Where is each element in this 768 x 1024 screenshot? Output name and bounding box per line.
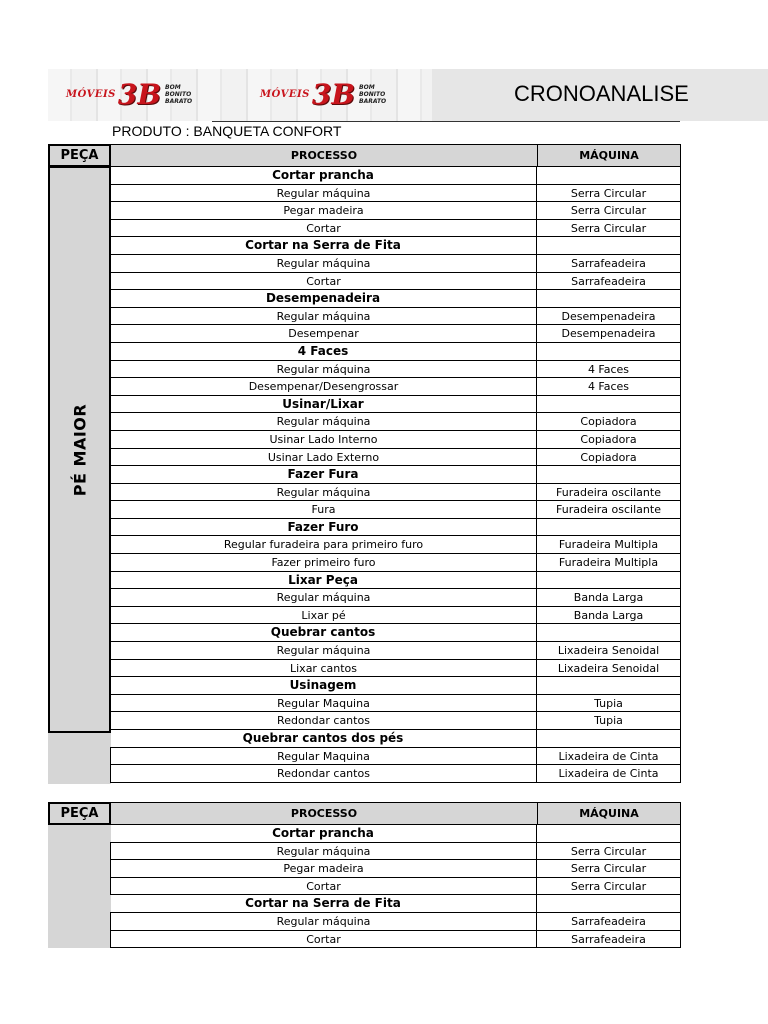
- machine-cell: Lixadeira de Cinta: [537, 765, 681, 782]
- machine-cell: Furadeira oscilante: [537, 501, 681, 518]
- group-row: [110, 237, 681, 255]
- table-row: [110, 325, 681, 343]
- process-cell: Pegar madeira: [110, 202, 537, 219]
- machine-cell: Lixadeira Senoidal: [537, 642, 681, 659]
- table-row: [110, 589, 681, 607]
- table-row: [110, 255, 681, 273]
- process-cell: Regular máquina: [110, 255, 537, 272]
- machine-cell: [536, 572, 681, 589]
- table-row: [110, 501, 681, 519]
- slogan-line: BONITO: [165, 90, 192, 98]
- process-cell: Regular máquina: [110, 185, 537, 202]
- process-cell: Cortar: [110, 931, 537, 948]
- process-cell: 4 Faces: [110, 343, 537, 360]
- machine-cell: Banda Larga: [537, 589, 681, 606]
- table-row: [110, 642, 681, 660]
- machine-cell: 4 Faces: [537, 378, 681, 395]
- logo-mark: 3B: [311, 77, 356, 111]
- table-row: [110, 765, 681, 783]
- process-table-2: [48, 802, 682, 950]
- process-cell: Cortar prancha: [110, 167, 537, 184]
- process-cell: Regular máquina: [110, 308, 537, 325]
- process-cell: Quebrar cantos dos pés: [110, 730, 537, 747]
- process-cell: Regular máquina: [110, 913, 537, 930]
- table-row: [110, 484, 681, 502]
- machine-cell: Serra Circular: [537, 878, 681, 895]
- machine-cell: Serra Circular: [537, 202, 681, 219]
- machine-cell: [536, 237, 681, 254]
- table-row: [110, 554, 681, 572]
- machine-cell: 4 Faces: [537, 361, 681, 378]
- process-cell: Regular máquina: [110, 843, 537, 860]
- process-cell: Usinar Lado Interno: [110, 431, 537, 448]
- machine-cell: Copiadora: [537, 413, 681, 430]
- process-cell: Regular máquina: [110, 589, 537, 606]
- table-row: [110, 308, 681, 326]
- piece-label-cell: [48, 166, 111, 733]
- machine-cell: Serra Circular: [537, 843, 681, 860]
- machine-cell: Sarrafeadeira: [537, 255, 681, 272]
- logo-mark: 3B: [117, 77, 162, 111]
- logo-brand: MÓVEIS: [66, 88, 116, 100]
- machine-cell: Tupia: [537, 712, 681, 729]
- process-cell: Usinar Lado Externo: [110, 449, 537, 466]
- piece-label: PÉ MAIOR: [70, 403, 89, 496]
- group-row: [110, 466, 681, 484]
- process-cell: Regular furadeira para primeiro furo: [110, 536, 537, 553]
- process-cell: Cortar na Serra de Fita: [110, 237, 537, 254]
- machine-cell: Lixadeira Senoidal: [537, 660, 681, 677]
- slogan-line: BARATO: [359, 97, 387, 105]
- group-row: [110, 677, 681, 695]
- machine-cell: [536, 466, 681, 483]
- machine-cell: Furadeira Multipla: [537, 554, 681, 571]
- machine-cell: [536, 396, 681, 413]
- process-cell: Regular Maquina: [110, 748, 537, 765]
- machine-cell: [536, 290, 681, 307]
- machine-cell: Serra Circular: [537, 220, 681, 237]
- table-row: [110, 536, 681, 554]
- machine-cell: [536, 519, 681, 536]
- table-row: [110, 660, 681, 678]
- process-cell: Cortar: [110, 878, 537, 895]
- machine-cell: Desempenadeira: [537, 325, 681, 342]
- process-cell: Desempenar: [110, 325, 537, 342]
- machine-cell: Sarrafeadeira: [537, 931, 681, 948]
- process-cell: Cortar na Serra de Fita: [110, 895, 537, 912]
- group-row: [110, 290, 681, 308]
- group-row: [110, 825, 681, 843]
- process-cell: Usinagem: [110, 677, 537, 694]
- header-maquina: MÁQUINA: [537, 802, 681, 825]
- machine-cell: Serra Circular: [537, 185, 681, 202]
- slogan-line: BARATO: [165, 97, 193, 105]
- slogan-line: BONITO: [359, 90, 386, 98]
- side-filler: [48, 824, 111, 948]
- machine-cell: Sarrafeadeira: [537, 273, 681, 290]
- machine-cell: Furadeira oscilante: [537, 484, 681, 501]
- logo-slogan: [165, 84, 192, 105]
- process-cell: Lixar pé: [110, 607, 537, 624]
- machine-cell: Banda Larga: [537, 607, 681, 624]
- process-cell: Lixar cantos: [110, 660, 537, 677]
- process-cell: Fazer primeiro furo: [110, 554, 537, 571]
- machine-cell: Lixadeira de Cinta: [537, 748, 681, 765]
- process-cell: Cortar: [110, 273, 537, 290]
- header-peca: PEÇA: [48, 144, 111, 167]
- table-row: [110, 361, 681, 379]
- machine-cell: [536, 343, 681, 360]
- table-row: [110, 431, 681, 449]
- process-cell: Regular Maquina: [110, 695, 537, 712]
- logo-right: [260, 79, 386, 109]
- group-row: [110, 343, 681, 361]
- table-row: [110, 378, 681, 396]
- table-row: [110, 878, 681, 896]
- process-cell: Regular máquina: [110, 361, 537, 378]
- header-processo: PROCESSO: [110, 144, 538, 167]
- process-cell: Desempenadeira: [110, 290, 537, 307]
- process-cell: Fura: [110, 501, 537, 518]
- table-row: [110, 220, 681, 238]
- process-cell: Fazer Fura: [110, 466, 537, 483]
- table-row: [110, 712, 681, 730]
- process-table-pe-maior: [48, 144, 682, 786]
- machine-cell: Sarrafeadeira: [537, 913, 681, 930]
- table-row: [110, 843, 681, 861]
- machine-cell: [536, 825, 681, 842]
- side-filler: [48, 732, 111, 784]
- table-row: [110, 931, 681, 949]
- machine-cell: Copiadora: [537, 431, 681, 448]
- group-row: [110, 167, 681, 185]
- process-cell: Usinar/Lixar: [110, 396, 537, 413]
- group-row: [110, 730, 681, 748]
- table-row: [110, 913, 681, 931]
- group-row: [110, 519, 681, 537]
- header-bar: [48, 69, 768, 121]
- table-row: [110, 202, 681, 220]
- table-rows: [110, 825, 681, 948]
- logo-left: [66, 79, 192, 109]
- group-row: [110, 895, 681, 913]
- table-row: [110, 413, 681, 431]
- page-title: CRONOANALISE: [514, 81, 689, 106]
- table-row: [110, 748, 681, 766]
- slogan-line: BOM: [165, 83, 181, 91]
- table-row: [110, 449, 681, 467]
- logo-slogan: [359, 84, 386, 105]
- header-processo: PROCESSO: [110, 802, 538, 825]
- table-row: [110, 695, 681, 713]
- machine-cell: Tupia: [537, 695, 681, 712]
- machine-cell: [536, 677, 681, 694]
- process-cell: Redondar cantos: [110, 765, 537, 782]
- group-row: [110, 624, 681, 642]
- group-row: [110, 396, 681, 414]
- header-peca: PEÇA: [48, 802, 111, 825]
- process-cell: Lixar Peça: [110, 572, 537, 589]
- machine-cell: Desempenadeira: [537, 308, 681, 325]
- machine-cell: [536, 167, 681, 184]
- process-cell: Redondar cantos: [110, 712, 537, 729]
- slogan-line: BOM: [359, 83, 375, 91]
- table-row: [110, 860, 681, 878]
- machine-cell: [536, 624, 681, 641]
- process-cell: Fazer Furo: [110, 519, 537, 536]
- logo-strip: [48, 69, 432, 121]
- table-row: [110, 185, 681, 203]
- logo-brand: MÓVEIS: [260, 88, 310, 100]
- process-cell: Quebrar cantos: [110, 624, 537, 641]
- group-row: [110, 572, 681, 590]
- machine-cell: [536, 730, 681, 747]
- table-row: [110, 273, 681, 291]
- machine-cell: Serra Circular: [537, 860, 681, 877]
- process-cell: Regular máquina: [110, 413, 537, 430]
- process-cell: Regular máquina: [110, 642, 537, 659]
- product-label: PRODUTO : BANQUETA CONFORT: [112, 123, 342, 139]
- process-cell: Desempenar/Desengrossar: [110, 378, 537, 395]
- title-underline: [212, 121, 680, 122]
- header-maquina: MÁQUINA: [537, 144, 681, 167]
- table-rows: [110, 167, 681, 783]
- process-cell: Cortar: [110, 220, 537, 237]
- machine-cell: [536, 895, 681, 912]
- machine-cell: Furadeira Multipla: [537, 536, 681, 553]
- process-cell: Pegar madeira: [110, 860, 537, 877]
- process-cell: Cortar prancha: [110, 825, 537, 842]
- process-cell: Regular máquina: [110, 484, 537, 501]
- table-row: [110, 607, 681, 625]
- machine-cell: Copiadora: [537, 449, 681, 466]
